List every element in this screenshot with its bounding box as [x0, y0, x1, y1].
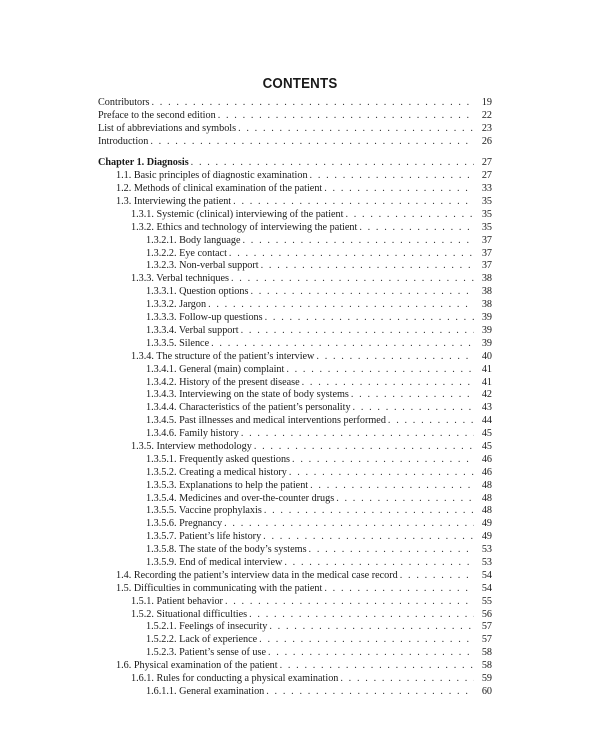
- toc-page-number: 39: [481, 312, 492, 324]
- toc-entry[interactable]: [98, 183, 492, 196]
- toc-entry-label: Contributors: [98, 97, 150, 108]
- toc-page-number: 45: [481, 428, 492, 440]
- toc-page-number: 54: [481, 582, 492, 594]
- toc-entry[interactable]: [98, 209, 492, 222]
- dot-leader: [211, 338, 474, 351]
- toc-page-number: 53: [481, 544, 492, 556]
- toc-entry-label: 1.3.4.5. Past illnesses and medical interventions performed: [146, 415, 386, 427]
- toc-page-number: 48: [481, 479, 492, 491]
- toc-entry-label: 1.3.4.1. General (main) complaint: [146, 363, 285, 375]
- toc-entry[interactable]: [98, 557, 492, 570]
- toc-entry[interactable]: [98, 402, 492, 415]
- toc-entry-label: 1.5.1. Patient behavior: [131, 595, 223, 607]
- toc-entry[interactable]: [98, 647, 492, 660]
- dot-leader: [241, 428, 474, 441]
- toc-entry[interactable]: [98, 570, 492, 583]
- toc-entry[interactable]: [98, 660, 492, 673]
- toc-page-number: 37: [481, 260, 492, 272]
- toc-entry[interactable]: [98, 467, 492, 480]
- toc-page-number: 60: [481, 685, 492, 697]
- toc-entry-label: 1.3.2.2. Eye contact: [146, 247, 227, 259]
- toc-entry[interactable]: [98, 609, 492, 622]
- toc-entry-label: 1.3.3.4. Verbal support: [146, 324, 239, 336]
- dot-leader: [286, 364, 474, 377]
- dot-leader: [353, 402, 474, 415]
- dot-leader: [243, 235, 474, 248]
- toc-page-number: 58: [481, 660, 492, 672]
- toc-page-number: 38: [481, 286, 492, 298]
- toc-entry-label: 1.3.5.1. Frequently asked questions: [146, 453, 291, 465]
- toc-entry-label: 1.3.3. Verbal techniques: [131, 273, 229, 285]
- toc-entry[interactable]: [98, 110, 492, 123]
- toc-entry-label: 1.3.4. The structure of the patient’s interview: [131, 350, 315, 362]
- toc-entry-label: 1.3.2.3. Non-verbal support: [146, 260, 259, 272]
- toc-entry-label: 1.3.3.5. Silence: [146, 337, 210, 349]
- toc-entry-label: 1.3.5.6. Pregnancy: [146, 518, 223, 530]
- toc-entry[interactable]: [98, 325, 492, 338]
- toc-page-number: 35: [481, 208, 492, 220]
- toc-entry-label: 1.3.5.9. End of medical interview: [146, 556, 283, 568]
- toc-entry-label: 1.5.2.3. Patient’s sense of use: [146, 647, 266, 659]
- toc-page-number: 23: [481, 122, 492, 134]
- toc-page-number: 49: [481, 518, 492, 530]
- dot-leader: [302, 377, 474, 390]
- toc-entry[interactable]: [98, 196, 492, 209]
- toc-entry-label: 1.6.1. Rules for conducting a physical examination: [131, 672, 339, 684]
- toc-page-number: 19: [481, 97, 492, 108]
- toc-entry-label: 1.3.5. Interview methodology: [131, 440, 252, 452]
- toc-entry[interactable]: [98, 531, 492, 544]
- toc-page-number: 46: [481, 466, 492, 478]
- toc-entry[interactable]: [98, 351, 492, 364]
- toc-page-number: 40: [481, 350, 492, 362]
- toc-entry[interactable]: [98, 583, 492, 596]
- toc-entry-label: 1.3.5.3. Explanations to help the patient: [146, 479, 309, 491]
- toc-entry[interactable]: [98, 634, 492, 647]
- toc-page-number: 59: [481, 672, 492, 684]
- dot-leader: [310, 480, 474, 493]
- dot-leader: [218, 110, 474, 123]
- toc-entry-label: 1.3.3.2. Jargon: [146, 299, 207, 311]
- dot-leader: [241, 325, 474, 338]
- dot-leader: [324, 583, 474, 596]
- toc-entry-label: 1.3.4.4. Characteristics of the patient’s personality: [146, 402, 351, 414]
- toc-page-number: 48: [481, 492, 492, 504]
- toc-entry-label: 1.3.5.2. Creating a medical history: [146, 466, 287, 478]
- toc-page-number: 45: [481, 440, 492, 452]
- toc-page-number: 58: [481, 647, 492, 659]
- toc-entry[interactable]: [98, 170, 492, 183]
- toc-entry-label: Preface to the second edition: [98, 109, 216, 121]
- toc-entry-label: 1.5.2.1. Feelings of insecurity: [146, 621, 268, 633]
- dot-leader: [351, 389, 474, 402]
- toc-entry-label: 1.3.1. Systemic (clinical) interviewing of the patient: [131, 208, 344, 220]
- dot-leader: [254, 441, 474, 454]
- toc-entry[interactable]: [98, 621, 492, 634]
- toc-page-number: 42: [481, 389, 492, 401]
- toc-entry-label: 1.3.2. Ethics and technology of interviewing the patient: [131, 221, 358, 233]
- toc-page-number: 48: [481, 505, 492, 517]
- dot-leader: [263, 531, 474, 544]
- toc-entry[interactable]: [98, 248, 492, 261]
- toc-entry[interactable]: [98, 544, 492, 557]
- dot-leader: [280, 660, 474, 673]
- dot-leader: [208, 299, 474, 312]
- toc-page-number: 53: [481, 556, 492, 568]
- dot-leader: [324, 183, 474, 196]
- toc-entry-label: Introduction: [98, 135, 149, 147]
- toc-entry-label: 1.1. Basic principles of diagnostic examination: [116, 170, 308, 182]
- toc-entry-label: 1.3.4.6. Family history: [146, 428, 239, 440]
- toc-page-number: 56: [481, 608, 492, 620]
- toc-entry-label: 1.3.5.8. The state of the body’s systems: [146, 544, 307, 556]
- dot-leader: [229, 248, 474, 261]
- dot-leader: [150, 136, 474, 149]
- toc-entry[interactable]: [98, 428, 492, 441]
- dot-leader: [336, 493, 474, 506]
- toc-entry-label: 1.3.4.3. Interviewing on the state of body systems: [146, 389, 349, 401]
- dot-leader: [264, 505, 474, 518]
- toc-page-number: 26: [481, 135, 492, 147]
- toc-page-number: 38: [481, 273, 492, 285]
- dot-leader: [345, 209, 474, 222]
- toc-entry[interactable]: [98, 686, 492, 699]
- toc-entry-label: 1.2. Methods of clinical examination of the patient: [116, 183, 323, 195]
- toc-entry[interactable]: [98, 493, 492, 506]
- dot-leader: [249, 609, 474, 622]
- toc-entry-label: List of abbreviations and symbols: [98, 122, 237, 134]
- toc-page-number: 57: [481, 634, 492, 646]
- toc-entry-label: 1.5. Difficulties in communicating with the patient: [116, 582, 323, 594]
- toc-page-number: 55: [481, 595, 492, 607]
- toc-entry-label: 1.6. Physical examination of the patient: [116, 660, 278, 672]
- dot-leader: [266, 686, 474, 699]
- toc-entry[interactable]: [98, 273, 492, 286]
- toc-page-number: 38: [481, 299, 492, 311]
- toc-entry-label: 1.3.4.2. History of the present disease: [146, 376, 300, 388]
- toc-entry-label: 1.3.5.4. Medicines and over-the-counter drugs: [146, 492, 335, 504]
- dot-leader: [316, 351, 474, 364]
- toc-entry[interactable]: [98, 286, 492, 299]
- dot-leader: [269, 621, 474, 634]
- toc-chapter-heading[interactable]: [98, 157, 492, 170]
- toc-entry-label: 1.3.5.5. Vaccine prophylaxis: [146, 505, 262, 517]
- dot-leader: [265, 312, 474, 325]
- dot-leader: [152, 97, 474, 110]
- toc-page-number: 27: [481, 157, 492, 169]
- toc-page-number: 37: [481, 234, 492, 246]
- dot-leader: [309, 544, 474, 557]
- toc-entry[interactable]: [98, 260, 492, 273]
- toc-entry[interactable]: [98, 235, 492, 248]
- toc-entry[interactable]: [98, 338, 492, 351]
- toc-entry[interactable]: [98, 312, 492, 325]
- toc-entry[interactable]: [98, 364, 492, 377]
- toc-entry[interactable]: [98, 377, 492, 390]
- dot-leader: [259, 634, 474, 647]
- toc-entry-label: 1.3.2.1. Body language: [146, 234, 241, 246]
- dot-leader: [292, 454, 474, 467]
- dot-leader: [261, 260, 474, 273]
- dot-leader: [359, 222, 474, 235]
- table-of-contents: [98, 97, 492, 699]
- toc-entry[interactable]: [98, 123, 492, 136]
- toc-entry[interactable]: [98, 389, 492, 402]
- toc-page-number: 46: [481, 453, 492, 465]
- toc-entry-label: 1.3.3.1. Question options: [146, 286, 249, 298]
- toc-entry[interactable]: [98, 299, 492, 312]
- dot-leader: [310, 170, 474, 183]
- toc-entry-label: 1.3.5.7. Patient’s life history: [146, 531, 262, 543]
- toc-entry[interactable]: [98, 480, 492, 493]
- toc-page-number: 35: [481, 196, 492, 208]
- dot-leader: [388, 415, 474, 428]
- toc-entry[interactable]: [98, 415, 492, 428]
- toc-page-number: 57: [481, 621, 492, 633]
- toc-page-number: 41: [481, 363, 492, 375]
- toc-entry[interactable]: [98, 454, 492, 467]
- toc-page-number: 22: [481, 109, 492, 121]
- toc-entry[interactable]: [98, 136, 492, 149]
- toc-entry-label: 1.3. Interviewing the patient: [116, 196, 232, 208]
- toc-entry[interactable]: [98, 222, 492, 235]
- dot-leader: [400, 570, 474, 583]
- toc-entry-label: 1.5.2. Situational difficulties: [131, 608, 248, 620]
- dot-leader: [284, 557, 474, 570]
- toc-entry-label: 1.4. Recording the patient’s interview data in the medical case record: [116, 569, 398, 581]
- dot-leader: [340, 673, 474, 686]
- dot-leader: [238, 123, 474, 136]
- toc-page-number: 54: [481, 569, 492, 581]
- toc-entry[interactable]: [98, 518, 492, 531]
- toc-page-number: 35: [481, 221, 492, 233]
- toc-entry[interactable]: [98, 97, 492, 110]
- toc-page-number: 44: [481, 415, 492, 427]
- toc-entry[interactable]: [98, 441, 492, 454]
- toc-page-number: 49: [481, 531, 492, 543]
- dot-leader: [225, 596, 474, 609]
- toc-entry-label: 1.3.3.3. Follow-up questions: [146, 312, 263, 324]
- toc-entry[interactable]: [98, 505, 492, 518]
- dot-leader: [289, 467, 474, 480]
- toc-page-number: 41: [481, 376, 492, 388]
- dot-leader: [233, 196, 474, 209]
- toc-entry[interactable]: [98, 596, 492, 609]
- toc-entry-label: 1.5.2.2. Lack of experience: [146, 634, 258, 646]
- dot-leader: [250, 286, 474, 299]
- toc-entry-label: 1.6.1.1. General examination: [146, 685, 265, 697]
- dot-leader: [231, 273, 474, 286]
- toc-page-number: 33: [481, 183, 492, 195]
- toc-entry-label: Chapter 1. Diagnosis: [98, 157, 189, 169]
- dot-leader: [268, 647, 474, 660]
- dot-leader: [191, 157, 474, 170]
- toc-page-number: 27: [481, 170, 492, 182]
- toc-entry[interactable]: [98, 673, 492, 686]
- toc-page-number: 39: [481, 324, 492, 336]
- toc-page-number: 43: [481, 402, 492, 414]
- dot-leader: [224, 518, 474, 531]
- toc-page-number: 37: [481, 247, 492, 259]
- page-title: CONTENTS: [262, 76, 338, 92]
- toc-page-number: 39: [481, 337, 492, 349]
